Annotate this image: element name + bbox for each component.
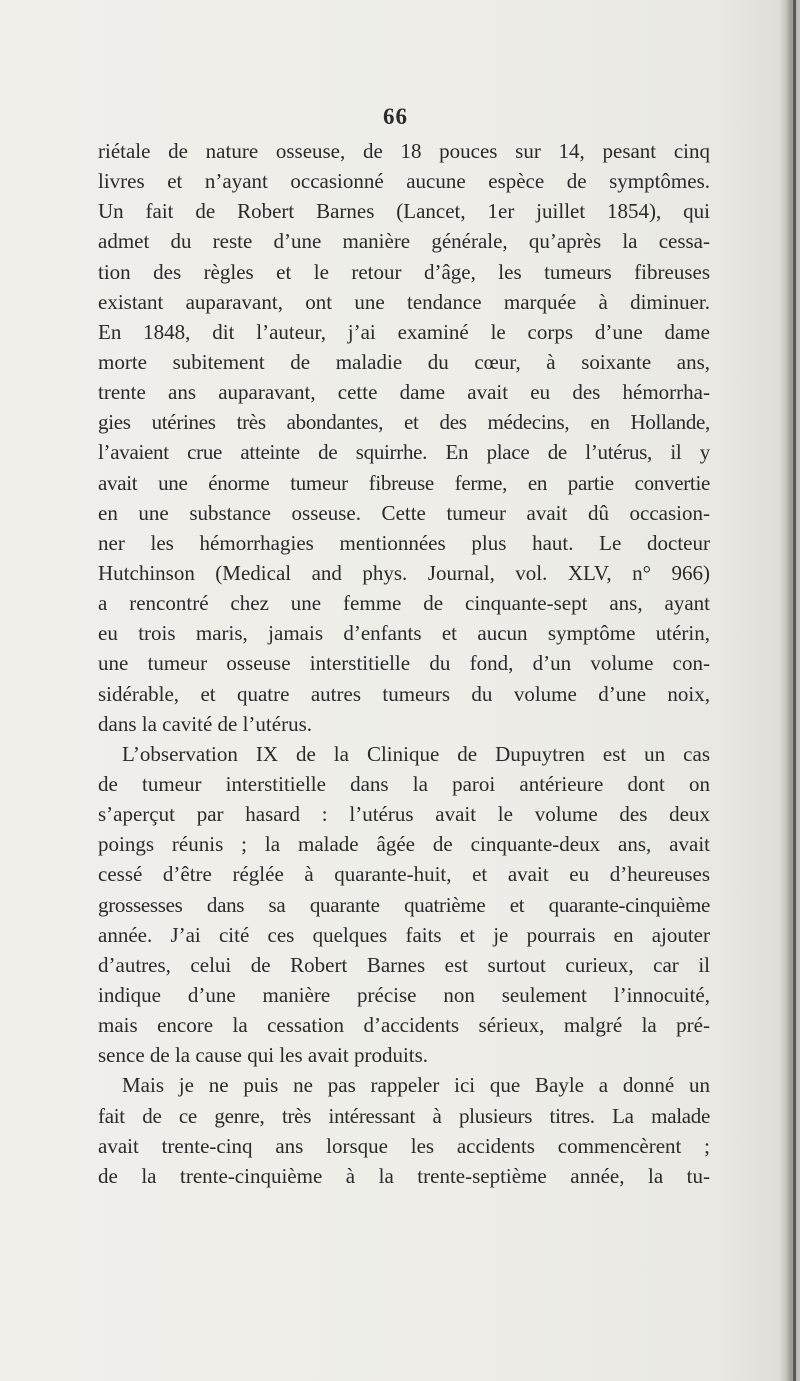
text-line: sidérable, et quatre autres tumeurs du volume d’une noix,	[98, 681, 710, 706]
text-line: fait de ce genre, très intéressant à plusieurs titres. La malade	[98, 1103, 710, 1128]
text-line: sence de la cause qui les avait produits.	[98, 1043, 429, 1068]
text-line: cessé d’être réglée à quarante-huit, et avait eu d’heureuses	[98, 862, 710, 887]
body-text	[98, 136, 710, 1191]
text-line: admet du reste d’une manière générale, qu’après la cessa-	[98, 229, 710, 254]
text-line: trente ans auparavant, cette dame avait eu des hémorrha-	[98, 380, 710, 405]
text-line: en une substance osseuse. Cette tumeur avait dû occasion-	[98, 500, 710, 525]
text-line: de la trente-cinquième à la trente-septième année, la tu-	[98, 1163, 710, 1188]
text-line: d’autres, celui de Robert Barnes est surtout curieux, car il	[98, 952, 710, 977]
text-line: avait une énorme tumeur fibreuse ferme, en partie convertie	[98, 470, 710, 495]
text-line: Hutchinson (Medical and phys. Journal, vol. XLV, n° 966)	[98, 560, 710, 585]
text-line: existant auparavant, ont une tendance marquée à diminuer.	[98, 289, 710, 314]
text-line: Un fait de Robert Barnes (Lancet, 1er juillet 1854), qui	[98, 199, 710, 224]
text-line: avait trente-cinq ans lorsque les accidents commencèrent ;	[98, 1133, 710, 1158]
text-line: indique d’une manière précise non seulement l’innocuité,	[98, 982, 710, 1007]
text-line: grossesses dans sa quarante quatrième et quarante-cinquième	[98, 892, 710, 917]
text-line: s’aperçut par hasard : l’utérus avait le volume des deux	[98, 802, 710, 827]
text-line: de tumeur interstitielle dans la paroi antérieure dont on	[98, 771, 710, 796]
text-line: une tumeur osseuse interstitielle du fond, d’un volume con-	[98, 651, 710, 676]
text-line: poings réunis ; la malade âgée de cinquante-deux ans, avait	[98, 832, 710, 857]
text-line: eu trois maris, jamais d’enfants et aucun symptôme utérin,	[98, 621, 710, 646]
text-line: tion des règles et le retour d’âge, les tumeurs fibreuses	[98, 259, 710, 284]
text-line: En 1848, dit l’auteur, j’ai examiné le corps d’une dame	[98, 319, 710, 344]
page-edge-line	[793, 0, 796, 1381]
text-line: année. J’ai cité ces quelques faits et je pourrais en ajouter	[98, 922, 710, 947]
text-line: mais encore la cessation d’accidents sérieux, malgré la pré-	[98, 1013, 710, 1038]
text-line: Mais je ne puis ne pas rappeler ici que Bayle a donné un	[122, 1073, 710, 1098]
text-line: livres et n’ayant occasionné aucune espèce de symptômes.	[98, 169, 710, 194]
text-line: gies utérines très abondantes, et des médecins, en Hollande,	[98, 410, 710, 435]
text-line: a rencontré chez une femme de cinquante-sept ans, ayant	[98, 591, 710, 616]
text-line: riétale de nature osseuse, de 18 pouces sur 14, pesant cinq	[98, 139, 710, 163]
text-line: morte subitement de maladie du cœur, à soixante ans,	[98, 349, 710, 374]
text-line: dans la cavité de l’utérus.	[98, 711, 312, 736]
page-number: 66	[383, 104, 408, 129]
page-edge-shadow	[778, 0, 800, 1381]
text-line: ner les hémorrhagies mentionnées plus haut. Le docteur	[98, 530, 710, 555]
text-line: L’observation IX de la Clinique de Dupuytren est un cas	[122, 741, 710, 766]
text-line: l’avaient crue atteinte de squirrhe. En place de l’utérus, il y	[98, 440, 710, 465]
